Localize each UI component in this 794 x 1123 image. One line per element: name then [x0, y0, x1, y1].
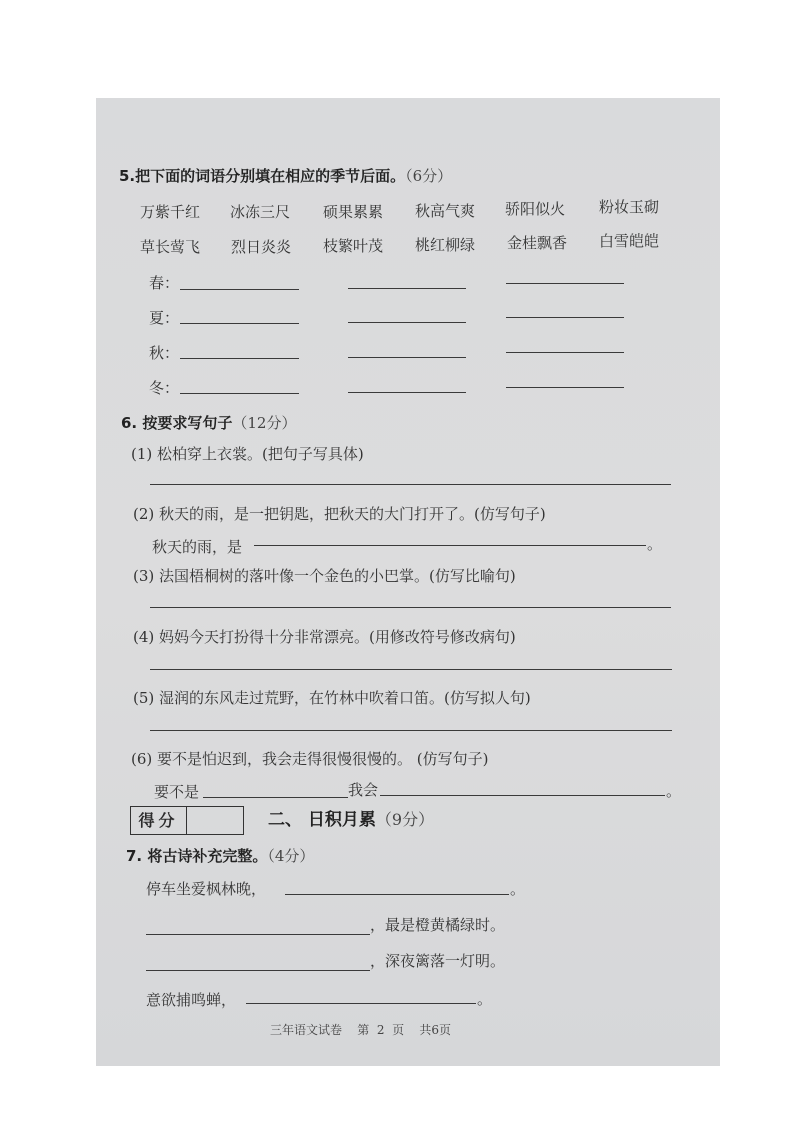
word-item: 白雪皑皑 [599, 232, 660, 250]
score-box-label: 得分 [131, 807, 187, 834]
poem-line-1-suffix: 。 [510, 880, 526, 898]
q7-score: （4分） [267, 847, 315, 865]
q6-score: （12分） [232, 414, 297, 432]
word-item: 硕果累累 [323, 203, 384, 221]
poem-line-1-prefix: 停车坐爱枫林晚， [146, 880, 267, 898]
answer-line[interactable] [150, 607, 671, 608]
answer-line[interactable] [146, 934, 370, 935]
q6-item-5: (5) 湿润的东风走过荒野，在竹林中吹着口笛。(仿写拟人句) [133, 689, 531, 707]
q6-item-2-prefix: 秋天的雨，是 [152, 538, 243, 556]
score-box [130, 806, 244, 835]
q6-item-3: (3) 法国梧桐树的落叶像一个金色的小巴掌。(仿写比喻句) [133, 567, 516, 585]
poem-line-3-suffix: ，深夜篱落一灯明。 [370, 952, 506, 970]
answer-line[interactable] [150, 669, 672, 670]
blank-line[interactable] [506, 352, 624, 353]
blank-line[interactable] [506, 317, 624, 318]
answer-line[interactable] [285, 894, 509, 895]
word-item: 烈日炎炎 [231, 238, 292, 256]
blank-line[interactable] [180, 358, 299, 359]
q6-item-6: (6) 要不是怕迟到，我会走得很慢很慢的。 (仿写句子) [131, 750, 489, 768]
word-item: 桃红柳绿 [415, 236, 476, 254]
answer-line[interactable] [146, 970, 370, 971]
section-2-title-text: 二、 日积月累 [268, 810, 376, 830]
word-item: 秋高气爽 [415, 202, 476, 220]
word-item: 粉妆玉砌 [599, 198, 660, 216]
q5-score: （6分） [405, 167, 453, 185]
word-item: 草长莺飞 [140, 238, 201, 256]
q6-item-2-suffix: 。 [647, 535, 663, 553]
season-label: 春： [149, 274, 180, 292]
season-label: 夏： [149, 309, 180, 327]
poem-line-4-prefix: 意欲捕鸣蝉， [146, 991, 237, 1009]
poem-line-2-suffix: ，最是橙黄橘绿时。 [370, 916, 506, 934]
blank-line[interactable] [180, 393, 299, 394]
q6-item-2: (2) 秋天的雨，是一把钥匙，把秋天的大门打开了。(仿写句子) [133, 505, 546, 523]
blank-line[interactable] [348, 357, 466, 358]
section-2-title [268, 805, 434, 830]
q6-item-6-middle: 我会 [348, 781, 379, 799]
page-footer: 三年语文试卷 第 2 页 共6页 [270, 1023, 452, 1037]
blank-line[interactable] [348, 322, 466, 323]
answer-line[interactable] [150, 730, 672, 731]
q5-title-text: 5.把下面的词语分别填在相应的季节后面。 [119, 167, 406, 185]
blank-line[interactable] [348, 288, 466, 289]
answer-line[interactable] [246, 1003, 476, 1004]
word-item: 骄阳似火 [505, 200, 566, 218]
answer-line[interactable] [203, 797, 348, 798]
season-label: 秋： [149, 344, 180, 362]
answer-line[interactable] [254, 545, 646, 546]
word-item: 万紫千红 [140, 203, 201, 221]
q6-item-6-suffix: 。 [666, 782, 682, 800]
poem-line-4-suffix: 。 [477, 990, 493, 1008]
answer-line[interactable] [150, 484, 671, 485]
word-item: 金桂飘香 [507, 234, 568, 252]
blank-line[interactable] [506, 283, 624, 284]
blank-line[interactable] [180, 323, 299, 324]
q6-item-4: (4) 妈妈今天打扮得十分非常漂亮。(用修改符号修改病句) [133, 628, 516, 646]
section-2-score: （9分） [375, 810, 435, 829]
season-label: 冬： [149, 379, 180, 397]
blank-line[interactable] [506, 387, 624, 388]
q6-item-6-prefix: 要不是 [154, 783, 200, 801]
q5-title [119, 165, 452, 186]
q6-title [121, 412, 296, 433]
word-item: 枝繁叶茂 [323, 237, 384, 255]
word-item: 冰冻三尺 [230, 203, 291, 221]
q7-title [126, 845, 314, 866]
blank-line[interactable] [348, 392, 466, 393]
q6-item-1: (1) 松柏穿上衣裳。(把句子写具体) [131, 445, 364, 463]
q7-title-text: 7. 将古诗补充完整。 [126, 847, 268, 865]
blank-line[interactable] [180, 289, 299, 290]
answer-line[interactable] [380, 795, 665, 796]
q6-title-text: 6. 按要求写句子 [121, 414, 233, 432]
